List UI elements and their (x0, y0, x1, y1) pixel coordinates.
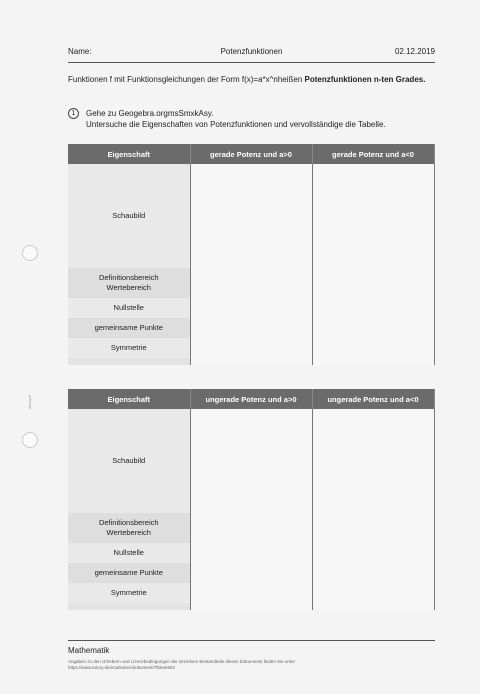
row-label-range: Wertebereich (106, 283, 151, 292)
page-header (68, 45, 435, 59)
answer-cell-odd-positive[interactable] (190, 409, 312, 610)
intro-paragraph (68, 74, 435, 85)
row-label-symmetry: Symmetrie (68, 338, 190, 358)
row-label-zeros: Nullstelle (68, 298, 190, 318)
row-label-domain-range (68, 513, 190, 543)
column-header-odd-negative: ungerade Potenz und a<0 (312, 389, 434, 409)
footer-rule (68, 640, 435, 641)
row-label-graph: Schaubild (68, 409, 190, 513)
row-label-domain: Definitionsbereich (98, 273, 159, 282)
footer-legal-line-2: https://www.tutory.de/entdecken/dokument/7fb84e652 (68, 665, 175, 670)
footer-subject: Mathematik (68, 646, 110, 655)
side-note: anonym (27, 395, 32, 410)
row-label-graph: Schaubild (68, 164, 190, 268)
row-label-domain: Definitionsbereich (98, 518, 159, 527)
row-label-zeros: Nullstelle (68, 543, 190, 563)
answer-cell-even-negative[interactable] (312, 164, 434, 365)
row-label-common-points: gemeinsame Punkte (68, 318, 190, 338)
intro-text: Funktionen f mit Funktionsgleichungen der Form f(x)=a*x^nheißen (68, 75, 305, 84)
footer-legal-line-1: Angaben zu den Urhebern und Lizenzbedingungen der einzelnen Bestandteile dieses Dokuments finden Sie unter (68, 659, 296, 664)
punch-hole-marker (22, 245, 38, 261)
row-label-common-points: gemeinsame Punkte (68, 563, 190, 583)
column-header-even-positive: gerade Potenz und a>0 (190, 144, 312, 164)
column-header-property: Eigenschaft (68, 389, 190, 409)
row-spacer (68, 603, 190, 610)
punch-hole-marker (22, 432, 38, 448)
task-number-badge: 1 (68, 108, 79, 119)
properties-table-even (68, 144, 435, 365)
task-line-1: Gehe zu Geogebra.orgmsSmxkAsy. (86, 109, 214, 118)
column-header-property: Eigenschaft (68, 144, 190, 164)
answer-cell-odd-negative[interactable] (312, 409, 434, 610)
row-label-symmetry: Symmetrie (68, 583, 190, 603)
properties-table-odd (68, 389, 435, 610)
intro-bold-text: Potenzfunktionen n-ten Grades. (304, 75, 426, 84)
row-label-domain-range (68, 268, 190, 298)
column-header-odd-positive: ungerade Potenz und a>0 (190, 389, 312, 409)
date-label: 02.12.2019 (394, 47, 435, 56)
footer-legal (68, 659, 428, 671)
answer-cell-even-positive[interactable] (190, 164, 312, 365)
name-label: Name: (68, 47, 92, 56)
task-line-2: Untersuche die Eigenschaften von Potenzfunktionen und vervollständige die Tabelle. (86, 120, 386, 129)
header-rule (68, 62, 435, 63)
page-title: Potenzfunktionen (220, 47, 283, 56)
row-label-range: Wertebereich (106, 528, 151, 537)
column-header-even-negative: gerade Potenz und a<0 (312, 144, 434, 164)
task-1 (68, 108, 435, 130)
row-spacer (68, 358, 190, 365)
